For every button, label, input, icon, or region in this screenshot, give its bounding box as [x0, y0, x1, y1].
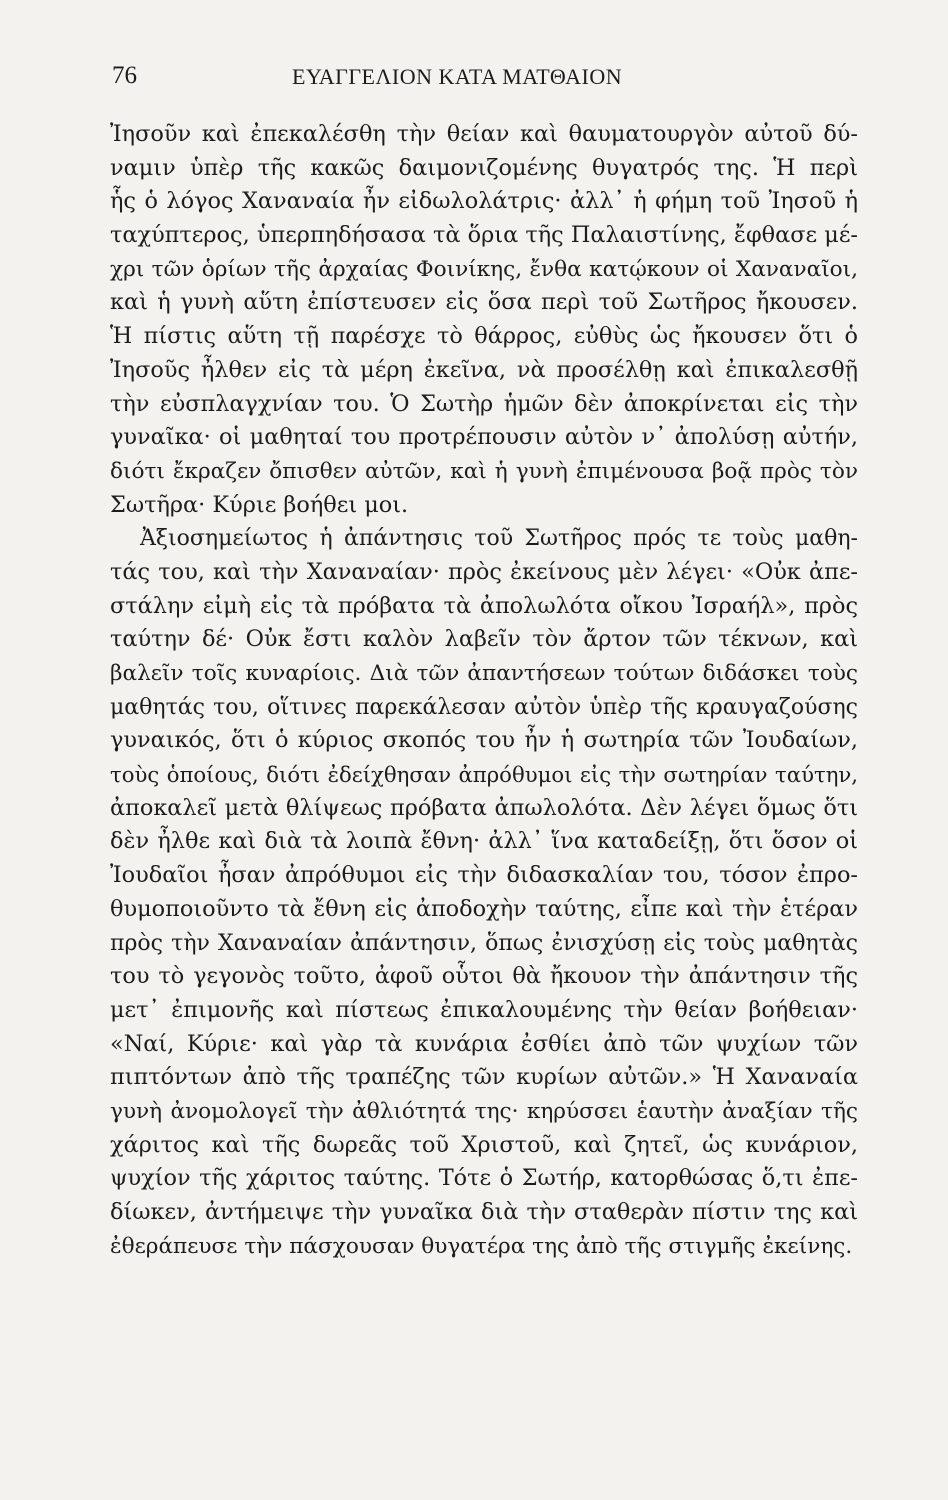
- page-header: [112, 62, 852, 98]
- text-line: ταχύπτερος, ὑπερπηδήσασα τὰ ὅρια τῆς Παλαιστίνης, ἔφθασε μέ-: [110, 222, 858, 249]
- running-title: ΕΥΑΓΓΕΛΙΟΝ ΚΑΤΑ ΜΑΤΘΑΙΟΝ: [292, 64, 623, 89]
- body-text: [110, 118, 858, 1263]
- text-line: «Ναί, Κύριε· καὶ γὰρ τὰ κυνάρια ἐσθίει ἀπὸ τῶν ψυχίων τῶν: [110, 1030, 858, 1057]
- text-line: Ἡ πίστις αὕτη τῇ παρέσχε τὸ θάρρος, εὐθὺς ὡς ἤκουσεν ὅτι ὁ: [110, 323, 858, 350]
- text-line: διότι ἔκραζεν ὄπισθεν αὐτῶν, καὶ ἡ γυνὴ ἐπιμένουσα βοᾷ πρὸς τὸν: [110, 458, 858, 484]
- text-line: γυναικός, ὅτι ὁ κύριος σκοπός του ἦν ἡ σωτηρία τῶν Ἰουδαίων,: [110, 727, 858, 754]
- text-line: γυναῖκα· οἱ μαθηταί του προτρέπουσιν αὐτὸν ν᾽ ἀπολύσῃ αὐτήν,: [110, 424, 858, 451]
- text-line: καὶ ἡ γυνὴ αὕτη ἐπίστευσεν εἰς ὅσα περὶ τοῦ Σωτῆρος ἤκουσεν.: [110, 289, 858, 316]
- text-line: τοὺς ὁποίους, διότι ἐδείχθησαν ἀπρόθυμοι εἰς τὴν σωτηρίαν ταύτην,: [110, 762, 858, 788]
- text-line: χάριτος καὶ τῆς δωρεᾶς τοῦ Χριστοῦ, καὶ ζητεῖ, ὡς κυνάριον,: [110, 1131, 858, 1158]
- text-line: χρι τῶν ὁρίων τῆς ἀρχαίας Φοινίκης, ἔνθα κατῴκουν οἱ Χαναναῖοι,: [110, 256, 858, 282]
- text-line: Ἀξιοσημείωτος ἡ ἀπάντησις τοῦ Σωτῆρος πρός τε τοὺς μαθη-: [140, 526, 858, 552]
- text-line: του τὸ γεγονὸς τοῦτο, ἀφοῦ οὗτοι θὰ ἤκουον τὴν ἀπάντησιν τῆς: [110, 963, 858, 990]
- text-line: πιπτόντων ἀπὸ τῆς τραπέζης τῶν κυρίων αὐτῶν.» Ἡ Χαναναία: [110, 1064, 858, 1091]
- text-line: θυμοποιοῦντο τὰ ἔθνη εἰς ἀποδοχὴν ταύτης, εἶπε καὶ τὴν ἑτέραν: [110, 895, 858, 922]
- page-number: 76: [112, 62, 137, 89]
- text-line: δίωκεν, ἀντήμειψε τὴν γυναῖκα διὰ τὴν σταθερὰν πίστιν της καὶ: [110, 1199, 858, 1225]
- text-line: ταύτην δέ· Οὐκ ἔστι καλὸν λαβεῖν τὸν ἄρτον τῶν τέκνων, καὶ: [110, 626, 858, 653]
- text-line: Ἰησοῦς ἦλθεν εἰς τὰ μέρη ἐκεῖνα, νὰ προσέλθῃ καὶ ἐπικαλεσθῇ: [110, 356, 858, 383]
- text-line: τάς του, καὶ τὴν Χαναναίαν· πρὸς ἐκείνους μὲν λέγει· «Οὐκ ἀπε-: [110, 558, 858, 585]
- text-line: μαθητάς του, οἵτινες παρεκάλεσαν αὐτὸν ὑπὲρ τῆς κραυγαζούσης: [110, 694, 858, 720]
- text-line: Σωτῆρα· Κύριε βοήθει μοι.: [110, 491, 409, 518]
- text-line: στάλην εἰμὴ εἰς τὰ πρόβατα τὰ ἀπολωλότα οἴκου Ἰσραήλ», πρὸς: [110, 592, 858, 619]
- text-line: ναμιν ὑπὲρ τῆς κακῶς δαιμονιζομένης θυγατρός της. Ἡ περὶ: [110, 154, 858, 181]
- text-line: ψυχίον τῆς χάριτος ταύτης. Τότε ὁ Σωτήρ, κατορθώσας ὅ,τι ἐπε-: [110, 1165, 858, 1192]
- text-line: Ἰησοῦν καὶ ἐπεκαλέσθη τὴν θείαν καὶ θαυματουργὸν αὐτοῦ δύ-: [110, 121, 858, 147]
- text-line: ἐθεράπευσε τὴν πάσχουσαν θυγατέρα της ἀπὸ τῆς στιγμῆς ἐκείνης.: [110, 1233, 853, 1259]
- text-line: πρὸς τὴν Χαναναίαν ἀπάντησιν, ὅπως ἐνισχύσῃ εἰς τοὺς μαθητὰς: [110, 930, 858, 956]
- text-line: ἧς ὁ λόγος Χαναναία ἦν εἰδωλολάτρις· ἀλλ᾽ ἡ φήμη τοῦ Ἰησοῦ ἡ: [110, 188, 858, 215]
- text-line: βαλεῖν τοῖς κυναρίοις. Διὰ τῶν ἀπαντήσεων τούτων διδάσκει τοὺς: [110, 661, 858, 686]
- text-line: Ἰουδαῖοι ἦσαν ἀπρόθυμοι εἰς τὴν διδασκαλίαν του, τόσον ἐπρο-: [110, 862, 858, 889]
- text-line: μετ᾽ ἐπιμονῆς καὶ πίστεως ἐπικαλουμένης τὴν θείαν βοήθειαν·: [110, 996, 858, 1023]
- text-line: δὲν ἦλθε καὶ διὰ τὰ λοιπὰ ἔθνη· ἀλλ᾽ ἵνα καταδείξῃ, ὅτι ὅσον οἱ: [110, 828, 858, 855]
- text-line: ἀποκαλεῖ μετὰ θλίψεως πρόβατα ἀπωλολότα. Δὲν λέγει ὅμως ὅτι: [110, 794, 858, 821]
- text-line: γυνὴ ἀνομολογεῖ τὴν ἀθλιότητά της· κηρύσσει ἑαυτὴν ἀναξίαν τῆς: [110, 1098, 858, 1124]
- text-line: τὴν εὐσπλαγχνίαν του. Ὁ Σωτὴρ ἡμῶν δὲν ἀποκρίνεται εἰς τὴν: [110, 390, 858, 417]
